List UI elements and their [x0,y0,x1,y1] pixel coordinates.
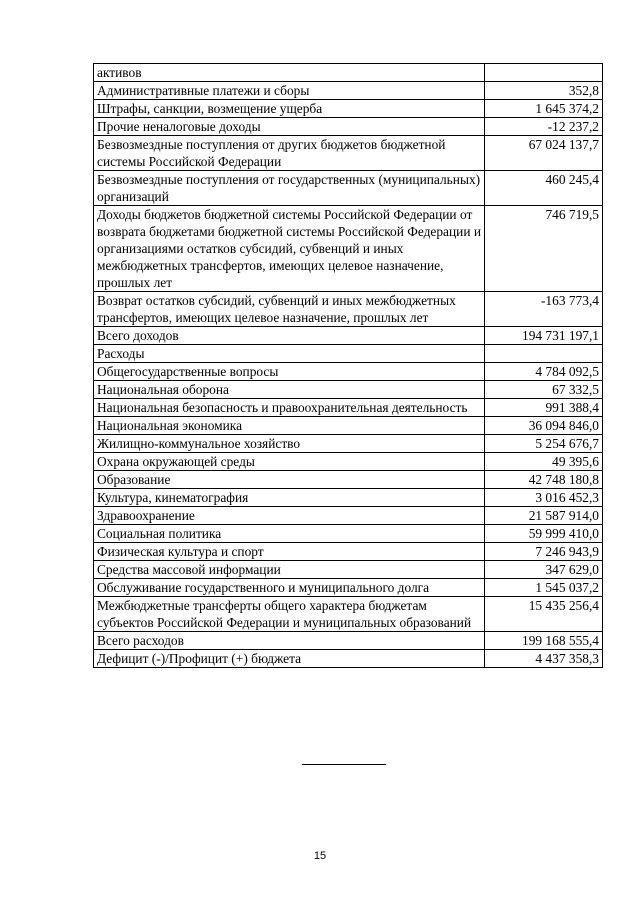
row-label: Штрафы, санкции, возмещение ущерба [94,100,485,118]
row-value: 746 719,5 [485,206,603,292]
row-label: Расходы [94,345,485,363]
row-value: 460 245,4 [485,171,603,206]
row-value: 199 168 555,4 [485,632,603,650]
row-label: Национальная оборона [94,381,485,399]
table-row [94,363,603,381]
row-value: -12 237,2 [485,118,603,136]
row-label: Национальная экономика [94,417,485,435]
row-label: Прочие неналоговые доходы [94,118,485,136]
row-label: Социальная политика [94,525,485,543]
row-value [485,64,603,82]
row-value: 991 388,4 [485,399,603,417]
row-value: 4 437 358,3 [485,650,603,668]
row-value: 59 999 410,0 [485,525,603,543]
row-value: 42 748 180,8 [485,471,603,489]
row-label: Административные платежи и сборы [94,82,485,100]
row-value: 1 645 374,2 [485,100,603,118]
table-row [94,292,603,327]
row-value: 7 246 943,9 [485,543,603,561]
row-value: 3 016 452,3 [485,489,603,507]
table-row [94,543,603,561]
row-value: 1 545 037,2 [485,579,603,597]
row-label: Обслуживание государственного и муниципального долга [94,579,485,597]
row-label: Средства массовой информации [94,561,485,579]
table-row [94,327,603,345]
table-row [94,82,603,100]
row-value: 4 784 092,5 [485,363,603,381]
table-row [94,345,603,363]
table-row [94,489,603,507]
row-label: Образование [94,471,485,489]
row-label: Безвозмездные поступления от государственных (муниципальных) организаций [94,171,485,206]
table-row [94,381,603,399]
row-label: Дефицит (-)/Профицит (+) бюджета [94,650,485,668]
row-value: -163 773,4 [485,292,603,327]
row-label: Охрана окружающей среды [94,453,485,471]
table-row [94,632,603,650]
budget-table-body [94,64,603,668]
table-row [94,100,603,118]
row-label: Безвозмездные поступления от других бюджетов бюджетной системы Российской Федерации [94,136,485,171]
row-label: Жилищно-коммунальное хозяйство [94,435,485,453]
table-row [94,650,603,668]
table-row [94,561,603,579]
row-value: 5 254 676,7 [485,435,603,453]
table-row [94,579,603,597]
row-value: 21 587 914,0 [485,507,603,525]
row-label: Межбюджетные трансферты общего характера бюджетам субъектов Российской Федерации и муниципальных образований [94,597,485,632]
row-label: активов [94,64,485,82]
table-row [94,435,603,453]
row-value: 49 395,6 [485,453,603,471]
row-value: 194 731 197,1 [485,327,603,345]
row-value: 347 629,0 [485,561,603,579]
budget-table [93,63,603,668]
end-divider [302,764,386,765]
table-row [94,453,603,471]
table-row [94,507,603,525]
table-row [94,118,603,136]
table-row [94,471,603,489]
page-number: 15 [313,850,327,862]
row-label: Национальная безопасность и правоохранительная деятельность [94,399,485,417]
row-value: 67 024 137,7 [485,136,603,171]
table-row [94,417,603,435]
table-row [94,597,603,632]
table-row [94,136,603,171]
table-row [94,525,603,543]
row-value: 352,8 [485,82,603,100]
row-value: 15 435 256,4 [485,597,603,632]
table-row [94,171,603,206]
row-value: 67 332,5 [485,381,603,399]
table-row [94,206,603,292]
row-label: Всего доходов [94,327,485,345]
row-label: Всего расходов [94,632,485,650]
row-label: Общегосударственные вопросы [94,363,485,381]
row-value: 36 094 846,0 [485,417,603,435]
row-label: Здравоохранение [94,507,485,525]
row-label: Культура, кинематография [94,489,485,507]
row-label: Доходы бюджетов бюджетной системы Российской Федерации от возврата бюджетами бюджетной системы Российской Федерации и организациями остатков субсидий, субвенций и иных межбюджетных трансфертов, имеющих целевое назначение, прошлых лет [94,206,485,292]
table-row [94,399,603,417]
row-value [485,345,603,363]
table-row [94,64,603,82]
row-label: Возврат остатков субсидий, субвенций и иных межбюджетных трансфертов, имеющих целевое назначение, прошлых лет [94,292,485,327]
row-label: Физическая культура и спорт [94,543,485,561]
